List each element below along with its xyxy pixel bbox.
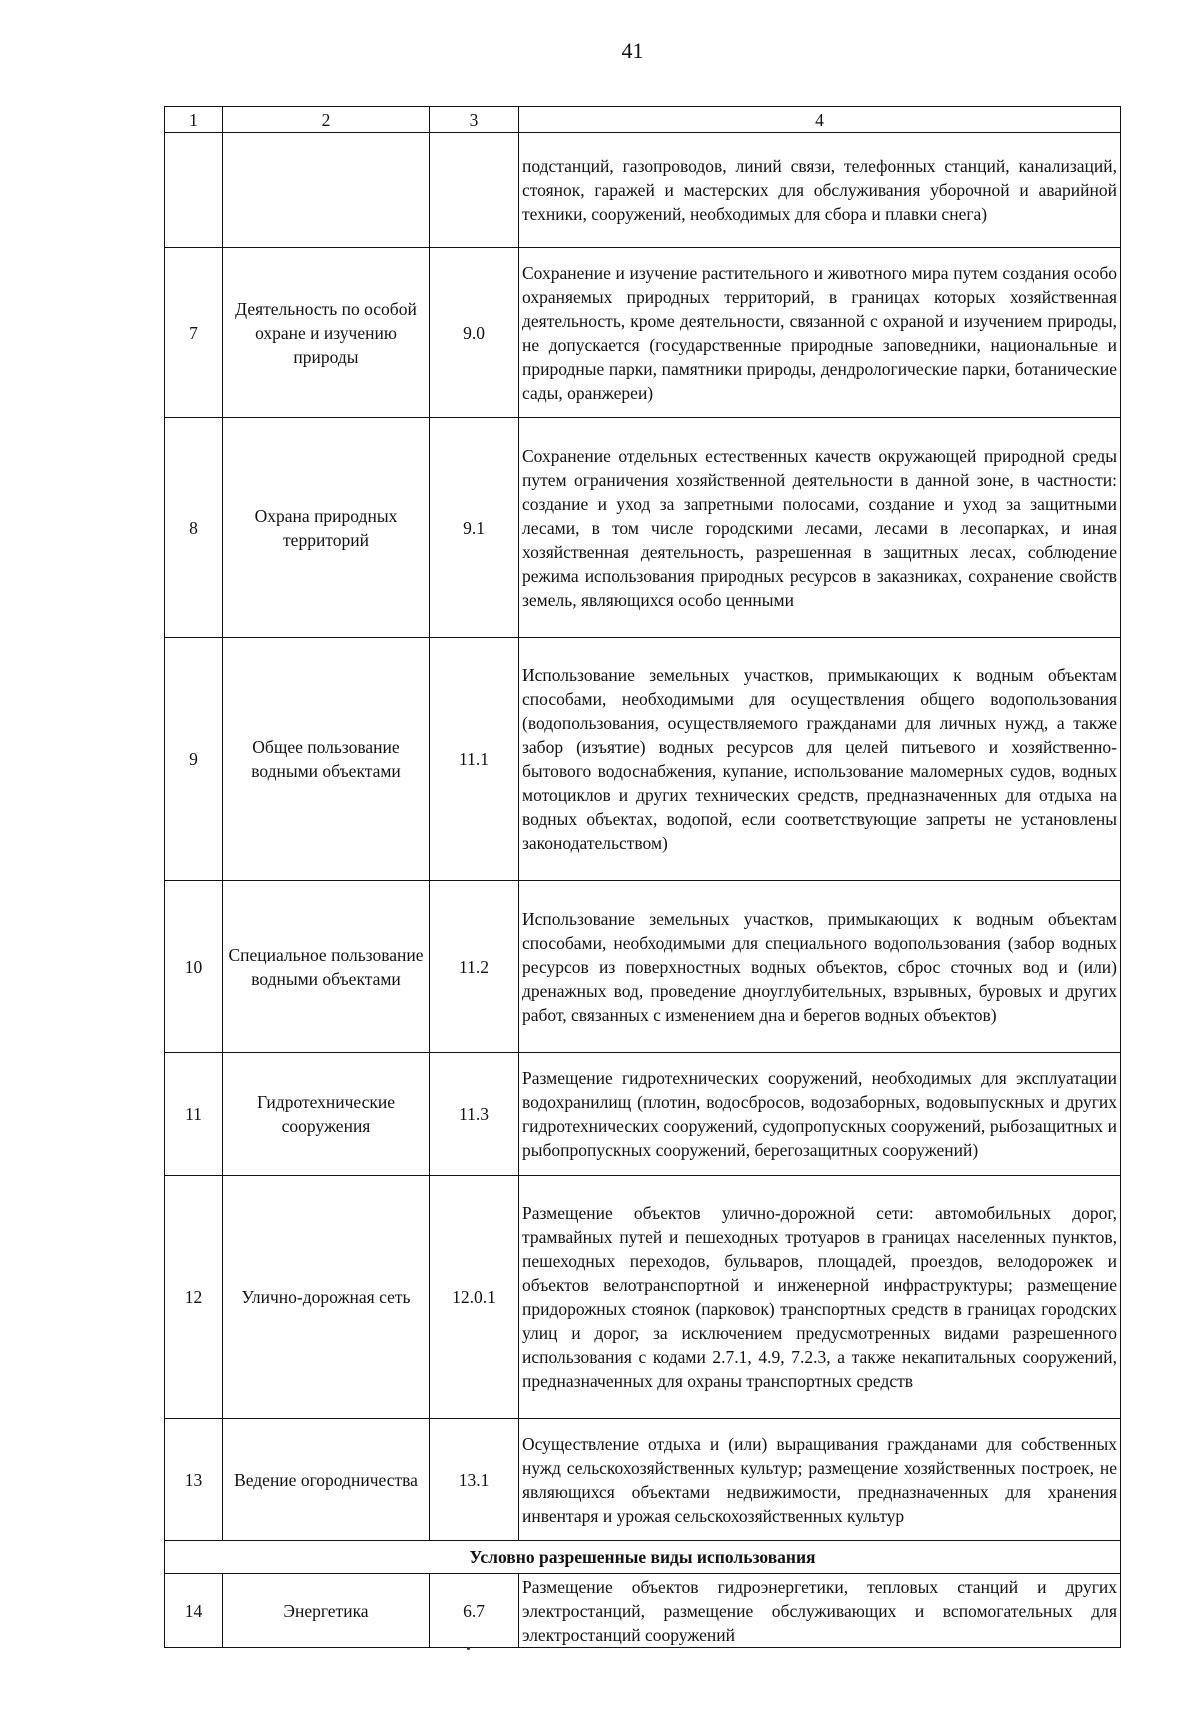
row-description: Размещение объектов гидроэнергетики, тепловых станций и других электростанций, размещение обслуживающих и вспомогательных для электростанций сооружений xyxy=(519,1574,1121,1648)
table-row-continuation xyxy=(165,133,1121,248)
row-number: 14 xyxy=(165,1574,223,1648)
row-use-name: Ведение огородничества xyxy=(223,1419,430,1541)
row-use-name: Охрана природных территорий xyxy=(223,418,430,638)
header-col-1: 1 xyxy=(165,107,223,133)
row-use-name: Общее пользование водными объектами xyxy=(223,638,430,881)
row-number: 12 xyxy=(165,1176,223,1419)
row-code: 11.2 xyxy=(430,881,519,1053)
land-use-table xyxy=(164,106,1121,1648)
row-code: 9.1 xyxy=(430,418,519,638)
row-description: Сохранение и изучение растительного и животного мира путем создания особо охраняемых природных территорий, в границах которых хозяйственная деятельность, кроме деятельности, связанной с охраной и изучением природы, не допускается (государственные природные заповедники, национальные и природные парки, памятники природы, дендрологические парки, ботанические сады, оранжереи) xyxy=(519,248,1121,418)
row-description: подстанций, газопроводов, линий связи, телефонных станций, канализаций, стоянок, гаражей и мастерских для обслуживания уборочной и аварийной техники, сооружений, необходимых для сбора и плавки снега) xyxy=(519,133,1121,248)
empty-cell xyxy=(430,133,519,248)
header-col-3: 3 xyxy=(430,107,519,133)
row-code: 12.0.1 xyxy=(430,1176,519,1419)
row-use-name: Деятельность по особой охране и изучению природы xyxy=(223,248,430,418)
row-number: 13 xyxy=(165,1419,223,1541)
table-row xyxy=(165,1053,1121,1176)
table-row xyxy=(165,881,1121,1053)
row-code: 6.7 xyxy=(430,1574,519,1648)
scan-speck xyxy=(467,1647,470,1650)
row-number: 9 xyxy=(165,638,223,881)
row-use-name: Энергетика xyxy=(223,1574,430,1648)
row-number: 8 xyxy=(165,418,223,638)
row-code: 11.1 xyxy=(430,638,519,881)
table-row xyxy=(165,1419,1121,1541)
row-description: Использование земельных участков, примыкающих к водным объектам способами, необходимыми для специального водопользования (забор водных ресурсов из поверхностных водных объектов, сброс сточных вод и (или) дренажных вод, проведение дноуглубительных, взрывных, буровых и других работ, связанных с изменением дна и берегов водных объектов) xyxy=(519,881,1121,1053)
row-description: Осуществление отдыха и (или) выращивания гражданами для собственных нужд сельскохозяйственных культур; размещение хозяйственных построек, не являющихся объектами недвижимости, предназначенных для хранения инвентаря и урожая сельскохозяйственных культур xyxy=(519,1419,1121,1541)
table-row xyxy=(165,418,1121,638)
row-code: 13.1 xyxy=(430,1419,519,1541)
row-use-name: Специальное пользование водными объектами xyxy=(223,881,430,1053)
table-row xyxy=(165,248,1121,418)
header-row xyxy=(165,107,1121,133)
row-description: Использование земельных участков, примыкающих к водным объектам способами, необходимыми для осуществления общего водопользования (водопользования, осуществляемого гражданами для личных нужд, а также забор (изъятие) водных ресурсов для целей питьевого и хозяйственно-бытового водоснабжения, купание, использование маломерных судов, водных мотоциклов и других технических средств, предназначенных для отдыха на водных объектах, водопой, если соответствующие запреты не установлены законодательством) xyxy=(519,638,1121,881)
header-col-2: 2 xyxy=(223,107,430,133)
section-title: Условно разрешенные виды использования xyxy=(165,1541,1121,1574)
page-number: 41 xyxy=(621,38,644,63)
empty-cell xyxy=(223,133,430,248)
row-use-name: Улично-дорожная сеть xyxy=(223,1176,430,1419)
row-description: Размещение объектов улично-дорожной сети: автомобильных дорог, трамвайных путей и пешеходных тротуаров в границах населенных пунктов, пешеходных переходов, бульваров, площадей, проездов, велодорожек и объектов велотранспортной и инженерной инфраструктуры; размещение придорожных стоянок (парковок) транспортных средств в границах городских улиц и дорог, за исключением предусмотренных видами разрешенного использования с кодами 2.7.1, 4.9, 7.2.3, а также некапитальных сооружений, предназначенных для охраны транспортных средств xyxy=(519,1176,1121,1419)
row-number: 11 xyxy=(165,1053,223,1176)
header-col-4: 4 xyxy=(519,107,1121,133)
table-row xyxy=(165,638,1121,881)
section-header-row xyxy=(165,1541,1121,1574)
empty-cell xyxy=(165,133,223,248)
row-use-name: Гидротехнические сооружения xyxy=(223,1053,430,1176)
table-row xyxy=(165,1176,1121,1419)
row-code: 11.3 xyxy=(430,1053,519,1176)
row-code: 9.0 xyxy=(430,248,519,418)
table-row xyxy=(165,1574,1121,1648)
row-description: Размещение гидротехнических сооружений, необходимых для эксплуатации водохранилищ (плотин, водосбросов, водозаборных, водовыпускных и других гидротехнических сооружений, судопропускных сооружений, рыбозащитных и рыбопропускных сооружений, берегозащитных сооружений) xyxy=(519,1053,1121,1176)
row-number: 7 xyxy=(165,248,223,418)
row-description: Сохранение отдельных естественных качеств окружающей природной среды путем ограничения хозяйственной деятельности в данной зоне, в частности: создание и уход за запретными полосами, создание и уход за защитными лесами, в том числе городскими лесами, лесами в лесопарках, и иная хозяйственная деятельность, разрешенная в защитных лесах, соблюдение режима использования природных ресурсов в заказниках, сохранение свойств земель, являющихся особо ценными xyxy=(519,418,1121,638)
row-number: 10 xyxy=(165,881,223,1053)
